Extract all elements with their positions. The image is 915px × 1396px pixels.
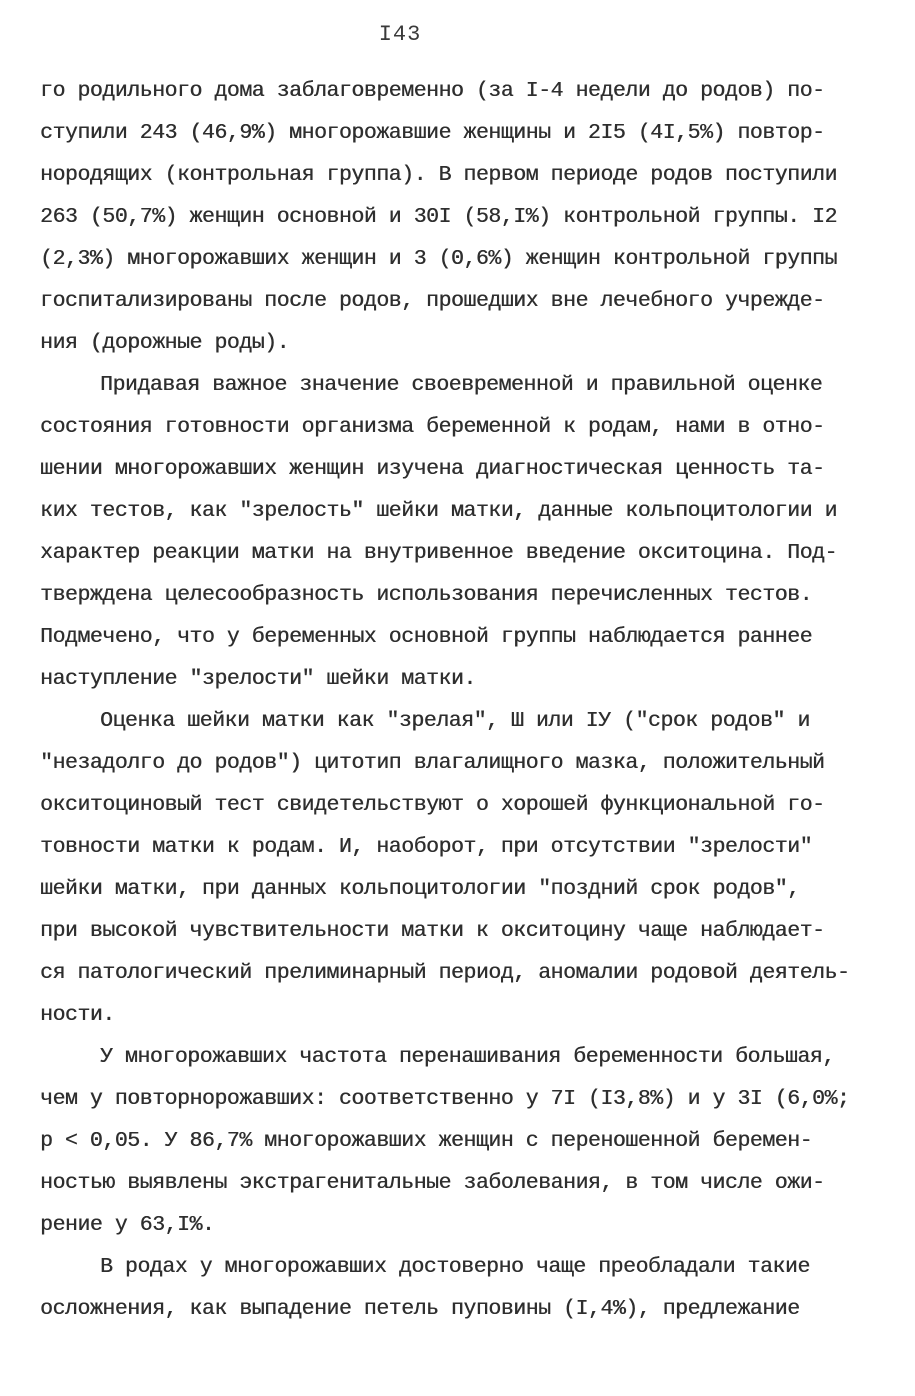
text-line: состояния готовности организма беременной к родам, нами в отно- [40,415,825,439]
text-line: рение у 63,I%. [40,1213,215,1237]
page-number: I43 [378,22,422,47]
paragraph-first-line: Оценка шейки матки как "зрелая", Ш или IУ ("срок родов" и [100,709,810,733]
text-line: товности матки к родам. И, наоборот, при отсутствии "зрелости" [40,835,813,859]
text-line: наступление "зрелости" шейки матки. [40,667,476,691]
text-line: ступили 243 (46,9%) многорожавшие женщины и 2I5 (4I,5%) повтор- [40,121,825,145]
text-line: Подмечено, что у беременных основной группы наблюдается раннее [40,625,813,649]
text-line: ких тестов, как "зрелость" шейки матки, данные кольпоцитологии и [40,499,837,523]
text-line: ности. [40,1003,115,1027]
text-line: "незадолго до родов") цитотип влагалищного мазка, положительный [40,751,825,775]
text-line: го родильного дома заблаговременно (за I-4 недели до родов) по- [40,79,825,103]
text-line: окситоциновый тест свидетельствуют о хорошей функциональной го- [40,793,825,817]
text-line: чем у повторнорожавших: соответственно у 7I (I3,8%) и у 3I (6,0%; [40,1087,850,1111]
text-line: 263 (50,7%) женщин основной и 30I (58,I%) контрольной группы. I2 [40,205,837,229]
paragraph-first-line: У многорожавших частота перенашивания беременности большая, [100,1045,835,1069]
text-line: шейки матки, при данных кольпоцитологии "поздний срок родов", [40,877,800,901]
text-line: нородящих (контрольная группа). В первом периоде родов поступили [40,163,837,187]
text-line: при высокой чувствительности матки к окситоцину чаще наблюдает- [40,919,825,943]
text-line: ся патологический прелиминарный период, аномалии родовой деятель- [40,961,850,985]
text-line: госпитализированы после родов, прошедших вне лечебного учрежде- [40,289,825,313]
text-line: ния (дорожные роды). [40,331,290,355]
text-line: р < 0,05. У 86,7% многорожавших женщин с переношенной беремен- [40,1129,813,1153]
text-line: характер реакции матки на внутривенное введение окситоцина. Под- [40,541,837,565]
text-line: тверждена целесообразность использования перечисленных тестов. [40,583,813,607]
paragraph-first-line: В родах у многорожавших достоверно чаще преобладали такие [100,1255,810,1279]
text-line: осложнения, как выпадение петель пуповины (I,4%), предлежание [40,1297,800,1321]
text-line: ностью выявлены экстрагенитальные заболевания, в том числе ожи- [40,1171,825,1195]
text-line: (2,3%) многорожавших женщин и 3 (0,6%) женщин контрольной группы [40,247,837,271]
paragraph-first-line: Придавая важное значение своевременной и правильной оценке [100,373,823,397]
text-line: шении многорожавших женщин изучена диагностическая ценность та- [40,457,825,481]
